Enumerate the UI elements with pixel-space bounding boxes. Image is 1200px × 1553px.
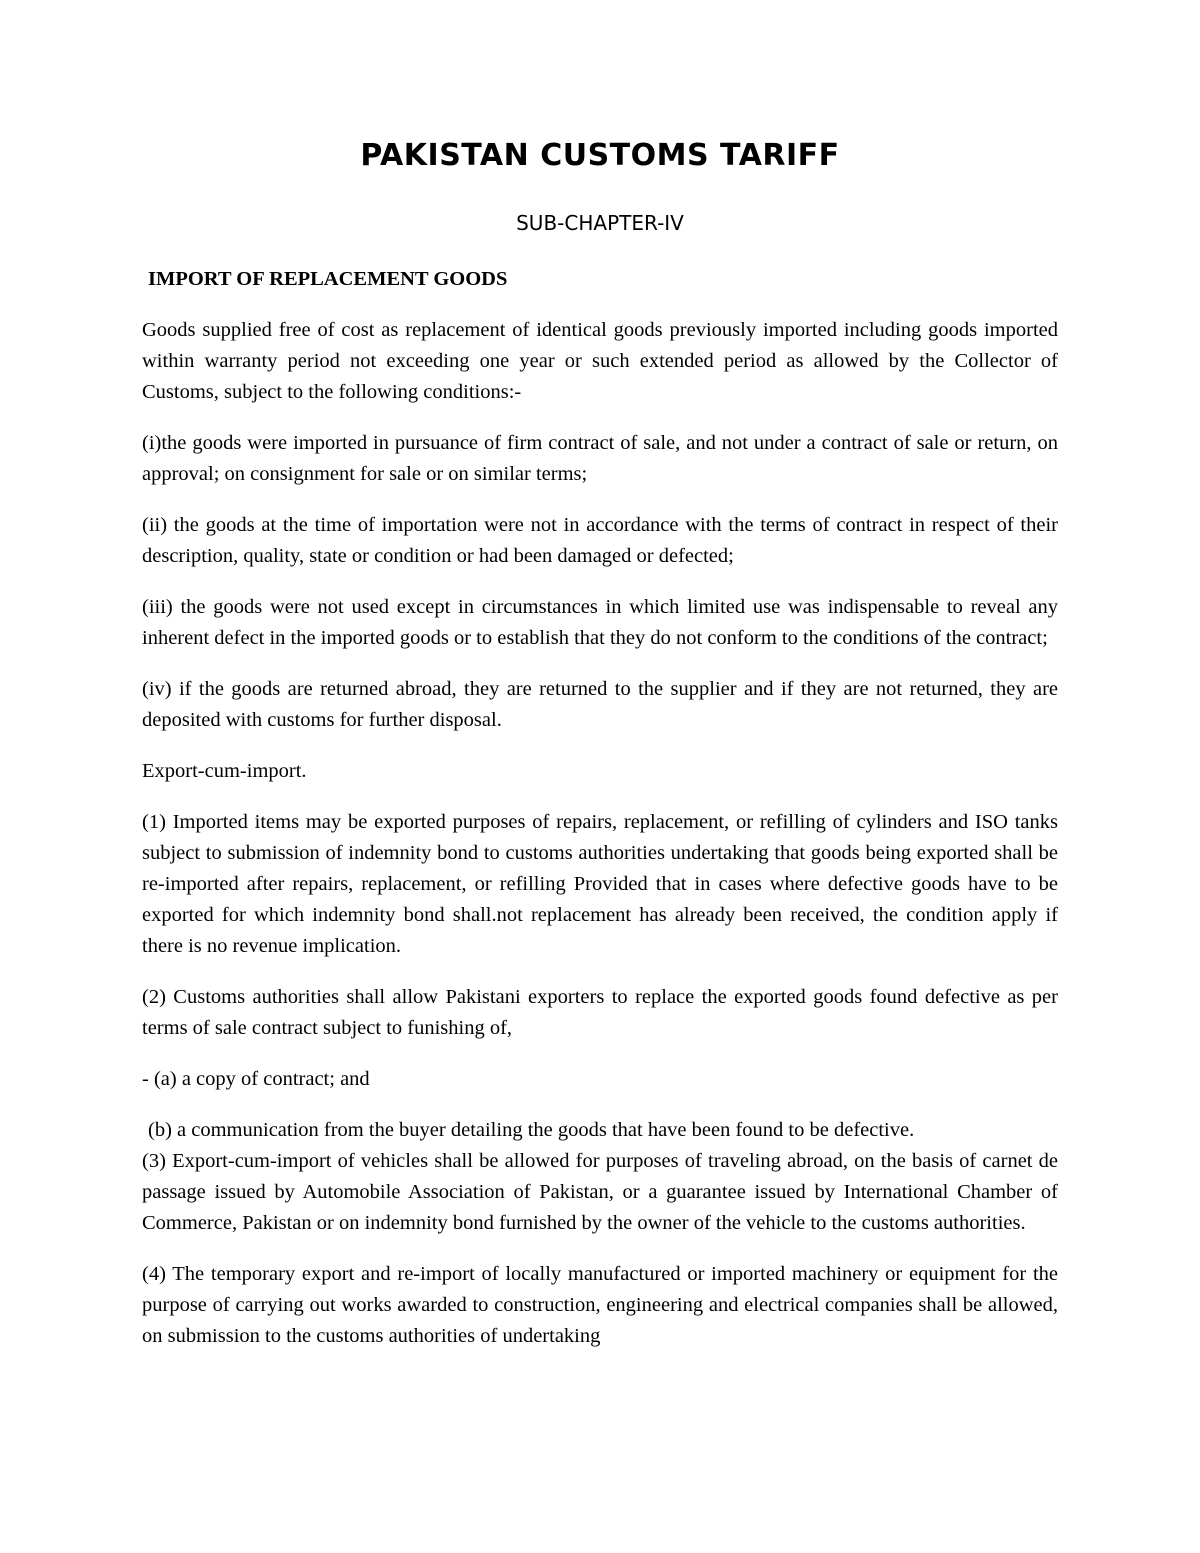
intro-paragraph: Goods supplied free of cost as replacement of identical goods previously imported including goods imported within warranty period not exceeding one year or such extended period as allowed by the Collector of Customs, subject to the following conditions:- bbox=[142, 319, 1058, 403]
subchapter-label: SUB-CHAPTER-IV bbox=[516, 211, 684, 235]
clause-2: (2) Customs authorities shall allow Pakistani exporters to replace the exported goods found defective as per terms of sale contract subject to funishing of, bbox=[142, 986, 1058, 1039]
section-heading: IMPORT OF REPLACEMENT GOODS bbox=[148, 268, 508, 290]
condition-ii: (ii) the goods at the time of importation were not in accordance with the terms of contract in respect of their description, quality, state or condition or had been damaged or defected; bbox=[142, 514, 1058, 567]
clause-2a: - (a) a copy of contract; and bbox=[142, 1068, 370, 1090]
clause-3: (3) Export-cum-import of vehicles shall be allowed for purposes of traveling abroad, on the basis of carnet de passage issued by Automobile Association of Pakistan, or a guarantee issued by International Chamber of Commerce, Pakistan or on indemnity bond furnished by the owner of the vehicle to the customs authorities. bbox=[142, 1150, 1058, 1234]
document-body bbox=[142, 264, 1058, 1372]
clause-1: (1) Imported items may be exported purposes of repairs, replacement, or refilling of cylinders and ISO tanks subject to submission of indemnity bond to customs authorities undertaking that goods being exported shall be re-imported after repairs, replacement, or refilling Provided that in cases where defective goods have to be exported for which indemnity bond shall.not replacement has already been received, the condition apply if there is no revenue implication. bbox=[142, 811, 1058, 957]
clause-2b: (b) a communication from the buyer detailing the goods that have been found to be defective. bbox=[148, 1119, 915, 1141]
condition-i: (i)the goods were imported in pursuance of firm contract of sale, and not under a contract of sale or return, on approval; on consignment for sale or on similar terms; bbox=[142, 432, 1058, 485]
clause-4: (4) The temporary export and re-import of locally manufactured or imported machinery or equipment for the purpose of carrying out works awarded to construction, engineering and electrical companies shall be allowed, on submission to the customs authorities of undertaking bbox=[142, 1263, 1058, 1347]
condition-iv: (iv) if the goods are returned abroad, they are returned to the supplier and if they are not returned, they are deposited with customs for further disposal. bbox=[142, 678, 1058, 731]
export-cum-import-heading: Export-cum-import. bbox=[142, 760, 307, 782]
document-title: PAKISTAN CUSTOMS TARIFF bbox=[360, 138, 840, 173]
condition-iii: (iii) the goods were not used except in circumstances in which limited use was indispensable to reveal any inherent defect in the imported goods or to establish that they do not conform to the conditions of the contract; bbox=[142, 596, 1058, 649]
